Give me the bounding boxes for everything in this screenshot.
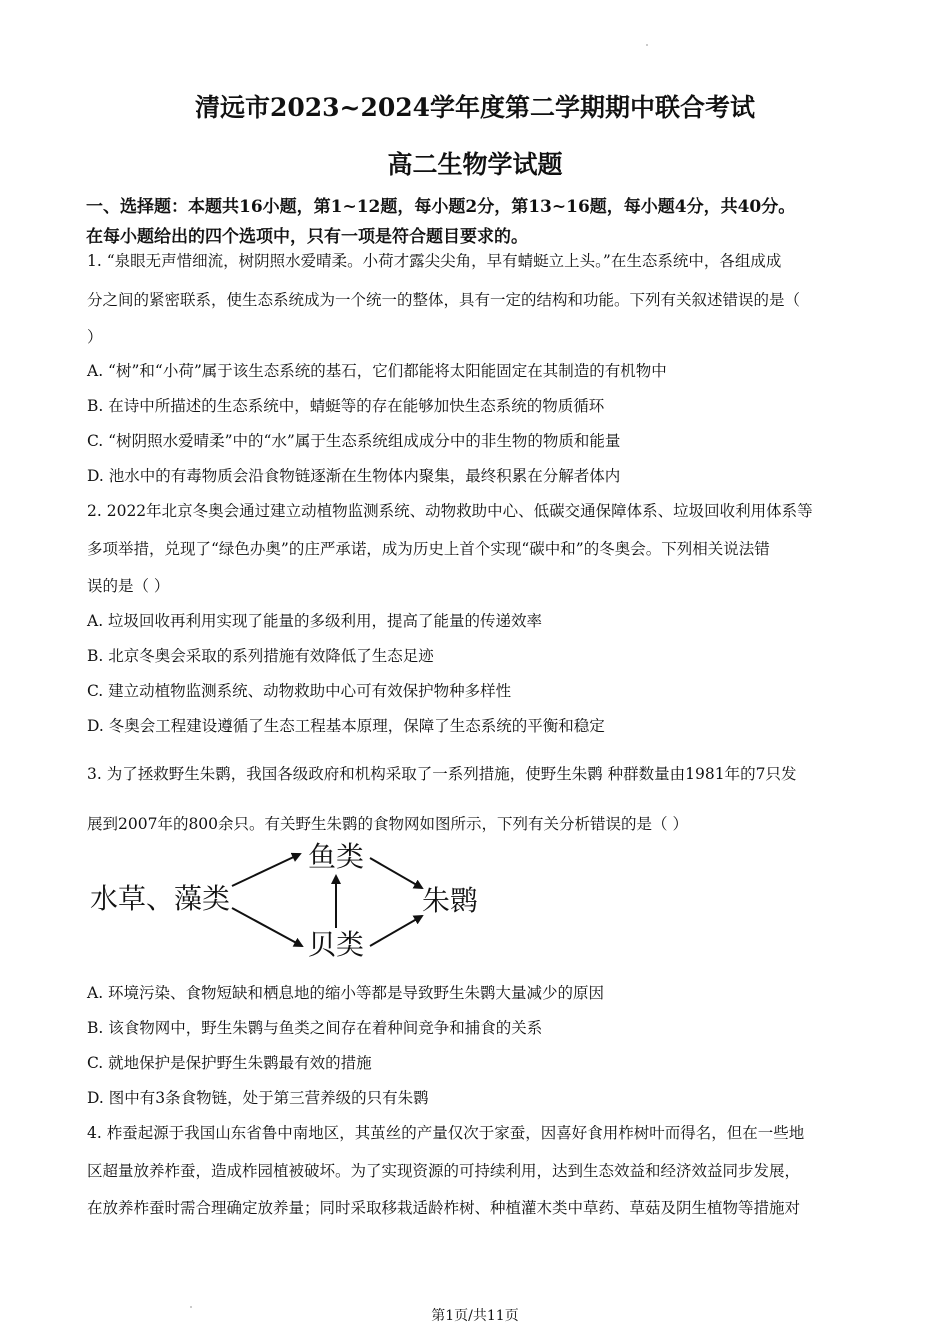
q4-stem-2: 区超量放养柞蚕，造成柞园植被破坏。为了实现资源的可持续利用，达到生态效益和经济效益同步发展， (87, 1162, 801, 1180)
q2-stem-1: 2. 2022年北京冬奥会通过建立动植物监测系统、动物救助中心、低碳交通保障体系、垃圾回收利用体系等 (87, 502, 813, 520)
q2-option-d: D. 冬奥会工程建设遵循了生态工程基本原理，保障了生态系统的平衡和稳定 (87, 717, 605, 735)
q1-option-d: D. 池水中的有毒物质会沿食物链逐渐在生物体内聚集，最终积累在分解者体内 (87, 467, 621, 485)
shellfish-label: 贝类 (308, 928, 365, 961)
q3-option-c: C. 就地保护是保护野生朱鹮最有效的措施 (87, 1054, 372, 1072)
q3-stem-1: 3. 为了拯救野生朱鹮，我国各级政府和机构采取了一系列措施，使野生朱鹮 种群数量由1981年的7只发 (87, 765, 797, 783)
food-web-diagram (80, 832, 500, 970)
arrow-producer-to-shellfish (232, 908, 302, 946)
q1-option-a: A. “树”和“小荷”属于该生态系统的基石，它们都能将太阳能固定在其制造的有机物中 (87, 362, 667, 380)
arrow-producer-to-fish (232, 854, 300, 886)
q2-stem-2: 多项举措，兑现了“绿色办奥”的庄严承诺，成为历史上首个实现“碳中和”的冬奥会。下列相关说法错 (87, 540, 770, 558)
q3-option-a: A. 环境污染、食物短缺和栖息地的缩小等都是导致野生朱鹮大量减少的原因 (87, 984, 605, 1002)
q2-option-a: A. 垃圾回收再利用实现了能量的多级利用，提高了能量的传递效率 (87, 612, 543, 630)
arrow-shellfish-to-ibis (370, 916, 422, 946)
q2-stem-3: 误的是（ ） (87, 577, 170, 595)
q4-stem-3: 在放养柞蚕时需合理确定放养量；同时采取移栽适龄柞树、种植灌木类中草药、草菇及阴生植物等措施对 (87, 1199, 801, 1217)
fish-label: 鱼类 (308, 840, 365, 873)
q3-stem-2: 展到2007年的800余只。有关野生朱鹮的食物网如图所示，下列有关分析错误的是（ ） (87, 815, 688, 833)
q1-stem-2: 分之间的紧密联系，使生态系统成为一个统一的整体，具有一定的结构和功能。下列有关叙述错误的是（ (87, 291, 801, 309)
q3-option-d: D. 图中有3条食物链，处于第三营养级的只有朱鹮 (87, 1089, 429, 1107)
subject-title: 高二生物学试题 (387, 150, 563, 179)
arrow-fish-to-ibis (370, 858, 422, 888)
q2-option-b: B. 北京冬奥会采取的系列措施有效降低了生态足迹 (87, 647, 434, 665)
q1-option-b: B. 在诗中所描述的生态系统中，蜻蜓等的存在能够加快生态系统的物质循环 (87, 397, 605, 415)
q1-option-c: C. “树阴照水爱晴柔”中的“水”属于生态系统组成成分中的非生物的物质和能量 (87, 432, 621, 450)
section-instruction-2: 在每小题给出的四个选项中，只有一项是符合题目要求的。 (86, 227, 528, 247)
exam-title: 清远市2023~2024学年度第二学期期中联合考试 (194, 93, 756, 122)
scan-dot (646, 44, 648, 46)
q2-option-c: C. 建立动植物监测系统、动物救助中心可有效保护物种多样性 (87, 682, 512, 700)
ibis-label: 朱鹮 (422, 884, 479, 917)
section-instruction-1: 一、选择题：本题共16小题，第1~12题，每小题2分，第13~16题，每小题4分，共40分。 (86, 197, 796, 217)
q1-stem-1: 1. “泉眼无声惜细流，树阴照水爱晴柔。小荷才露尖尖角，早有蜻蜓立上头。”在生态系统中，各组成成 (87, 252, 782, 270)
q1-stem-3: ） (87, 328, 103, 346)
producer-label: 水草、藻类 (90, 882, 231, 915)
page-number: 第1页/共11页 (431, 1308, 519, 1324)
q3-option-b: B. 该食物网中，野生朱鹮与鱼类之间存在着种间竞争和捕食的关系 (87, 1019, 543, 1037)
q4-stem-1: 4. 柞蚕起源于我国山东省鲁中南地区，其茧丝的产量仅次于家蚕，因喜好食用柞树叶而得名，但在一些地 (87, 1124, 805, 1142)
